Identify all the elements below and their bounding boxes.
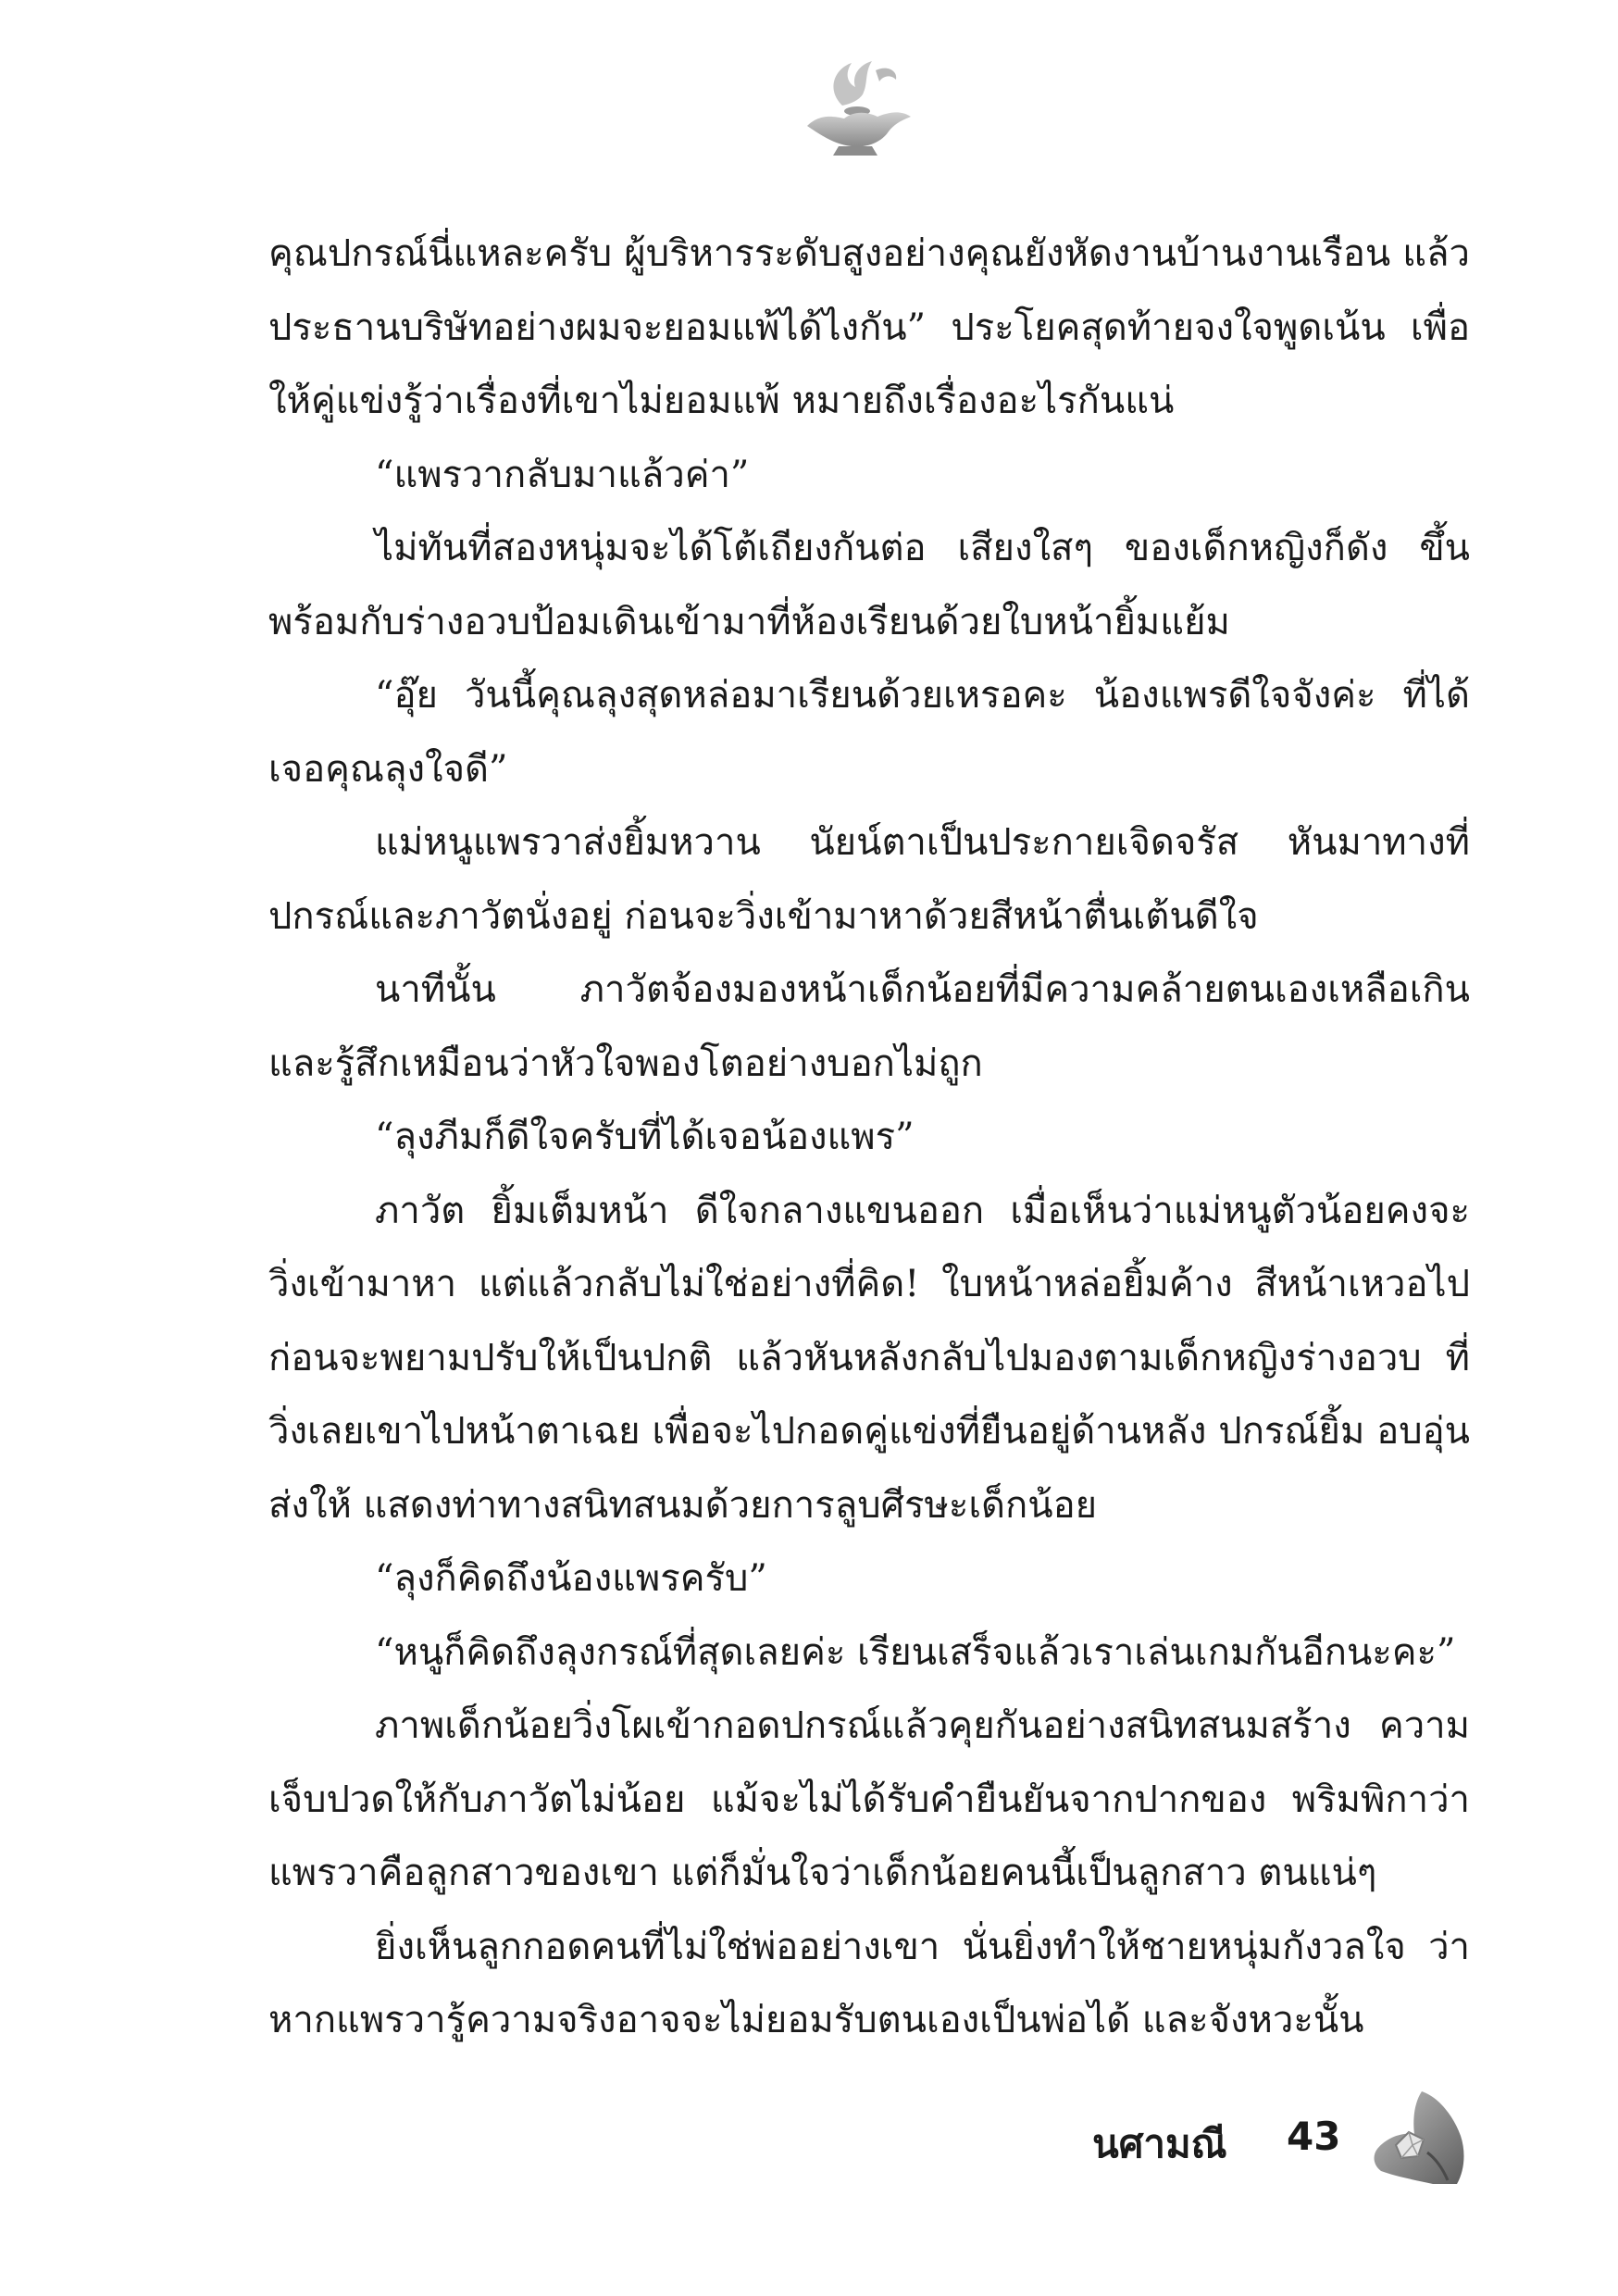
- paragraph: “ลุงภีมก็ดีใจครับที่ได้เจอน้องแพร”: [375, 1116, 915, 1158]
- paragraph: ภาพเด็กน้อยวิ่งโผเข้ากอดปกรณ์แล้วคุยกันอย่างสนิทสนมสร้าง ความเจ็บปวดให้กับภาวัตไม่น้อย แม้จะไม่ได้รับคำยืนยันจากปากของ พริมพิกาว่า แพรวาคือลูกสาวของเขา แต่ก็มั่นใจว่าเด็กน้อยคนนี้เป็นลูกสาว ตนแน่ๆ: [268, 1704, 1470, 1894]
- gem-hand-icon: [1368, 2088, 1470, 2188]
- paragraph: แม่หนูแพรวาส่งยิ้มหวาน นัยน์ตาเป็นประกายเจิดจรัส หันมาทางที่ ปกรณ์และภาวัตนั่งอยู่ ก่อนจะวิ่งเข้ามาหาด้วยสีหน้าตื่นเต้นดีใจ: [268, 821, 1470, 938]
- paragraph: “อุ๊ย วันนี้คุณลุงสุดหล่อมาเรียนด้วยเหรอคะ น้องแพรดีใจจังค่ะ ที่ได้เจอคุณลุงใจดี”: [268, 674, 1470, 791]
- book-title: นศามณี: [1092, 2121, 1227, 2166]
- page-footer: [1092, 2088, 1481, 2190]
- paragraph: นาทีนั้น ภาวัตจ้องมองหน้าเด็กน้อยที่มีความคล้ายตนเองเหลือเกิน และรู้สึกเหมือนว่าหัวใจพองโตอย่างบอกไม่ถูก: [268, 968, 1470, 1085]
- paragraph: “หนูก็คิดถึงลุงกรณ์ที่สุดเลยค่ะ เรียนเสร็จแล้วเราเล่นเกมกันอีกนะคะ”: [375, 1630, 1456, 1674]
- body-text: [268, 218, 1470, 2058]
- paragraph: ไม่ทันที่สองหนุ่มจะได้โต้เถียงกันต่อ เสียงใสๆ ของเด็กหญิงก็ดัง ขึ้นพร้อมกับร่างอวบป้อมเดินเข้ามาที่ห้องเรียนด้วยใบหน้ายิ้มแย้ม: [268, 527, 1470, 643]
- paragraph: “ลุงก็คิดถึงน้องแพรครับ”: [375, 1557, 767, 1600]
- paragraph: ภาวัต ยิ้มเต็มหน้า ดีใจกลางแขนออก เมื่อเห็นว่าแม่หนูตัวน้อยคงจะ วิ่งเข้ามาหา แต่แล้วกลับไม่ใช่อย่างที่คิด! ใบหน้าหล่อยิ้มค้าง สีหน้าเหวอไป ก่อนจะพยามปรับให้เป็นปกติ แล้วหันหลังกลับไปมองตามเด็กหญิงร่างอวบ ที่วิ่งเลยเขาไปหน้าตาเฉย เพื่อจะไปกอดคู่แข่งที่ยืนอยู่ด้านหลัง ปกรณ์ยิ้ม อบอุ่นส่งให้ แสดงท่าทางสนิทสนมด้วยการลูบศีรษะเด็กน้อย: [268, 1189, 1470, 1527]
- magic-lamp-icon: [798, 52, 918, 159]
- paragraph: ยิ่งเห็นลูกกอดคนที่ไม่ใช่พ่ออย่างเขา นั่นยิ่งทำให้ชายหนุ่มกังวลใจ ว่าหากแพรวารู้ความจริงอาจจะไม่ยอมรับตนเองเป็นพ่อได้ และจังหวะนั้น: [268, 1925, 1470, 2041]
- paragraph: “แพรวากลับมาแล้วค่า”: [375, 453, 750, 496]
- paragraph: คุณปกรณ์นี่แหละครับ ผู้บริหารระดับสูงอย่างคุณยังหัดงานบ้านงานเรือน แล้วประธานบริษัทอย่างผมจะยอมแพ้ได้ไงกัน” ประโยคสุดท้ายจงใจพูดเน้น เพื่อให้คู่แข่งรู้ว่าเรื่องที่เขาไม่ยอมแพ้ หมายถึงเรื่องอะไรกันแน่: [268, 232, 1470, 422]
- page-number: 43: [1287, 2114, 1341, 2159]
